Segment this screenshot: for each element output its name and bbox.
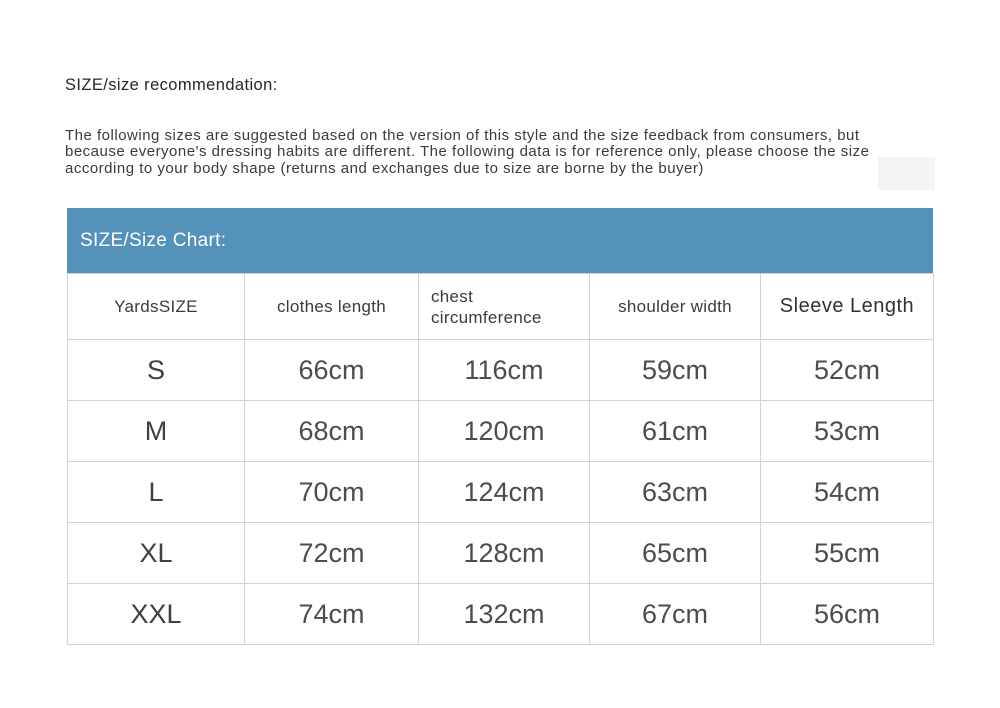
column-header-clothes-length: clothes length [245, 274, 419, 340]
chest-circumference-cell: 132cm [419, 584, 590, 645]
chest-circumference-cell: 120cm [419, 401, 590, 462]
clothes-length-cell: 72cm [245, 523, 419, 584]
size-label-cell: S [68, 340, 245, 401]
paragraph-line: The following sizes are suggested based on the version of this style and the size feedback from consumers, but [65, 127, 860, 144]
shoulder-width-cell: 67cm [590, 584, 761, 645]
size-label-cell: XL [68, 523, 245, 584]
shoulder-width-cell: 65cm [590, 523, 761, 584]
clothes-length-cell: 66cm [245, 340, 419, 401]
table-header-row [68, 274, 934, 340]
table-row [68, 340, 934, 401]
clothes-length-cell: 74cm [245, 584, 419, 645]
sleeve-length-cell: 56cm [761, 584, 934, 645]
column-header-sleeve-length: Sleeve Length [761, 274, 934, 340]
size-label-cell: M [68, 401, 245, 462]
column-header-shoulder-width: shoulder width [590, 274, 761, 340]
shoulder-width-cell: 63cm [590, 462, 761, 523]
size-chart-banner-label: SIZE/Size Chart: [80, 229, 227, 251]
size-label-cell: XXL [68, 584, 245, 645]
sleeve-length-cell: 53cm [761, 401, 934, 462]
chest-circumference-cell: 116cm [419, 340, 590, 401]
column-header-chest-label: chest circumference [431, 286, 542, 327]
background-artifact [878, 157, 935, 190]
sleeve-length-cell: 54cm [761, 462, 934, 523]
shoulder-width-cell: 61cm [590, 401, 761, 462]
size-label-cell: L [68, 462, 245, 523]
chest-circumference-cell: 128cm [419, 523, 590, 584]
chest-circumference-cell: 124cm [419, 462, 590, 523]
clothes-length-cell: 68cm [245, 401, 419, 462]
column-header-yards-size: YardsSIZE [68, 274, 245, 340]
table-row [68, 462, 934, 523]
table-row [68, 584, 934, 645]
clothes-length-cell: 70cm [245, 462, 419, 523]
page-title: SIZE/size recommendation: [65, 76, 278, 94]
paragraph-line: according to your body shape (returns and exchanges due to size are borne by the buyer) [65, 159, 704, 177]
size-chart-banner [67, 208, 933, 273]
column-header-chest-circumference [419, 274, 590, 340]
shoulder-width-cell: 59cm [590, 340, 761, 401]
sleeve-length-cell: 55cm [761, 523, 934, 584]
sleeve-length-cell: 52cm [761, 340, 934, 401]
recommendation-paragraph [65, 128, 869, 177]
size-chart-table [67, 273, 934, 645]
table-row [68, 523, 934, 584]
table-row [68, 401, 934, 462]
paragraph-line: because everyone's dressing habits are different. The following data is for reference only, please choose the size [65, 143, 870, 161]
